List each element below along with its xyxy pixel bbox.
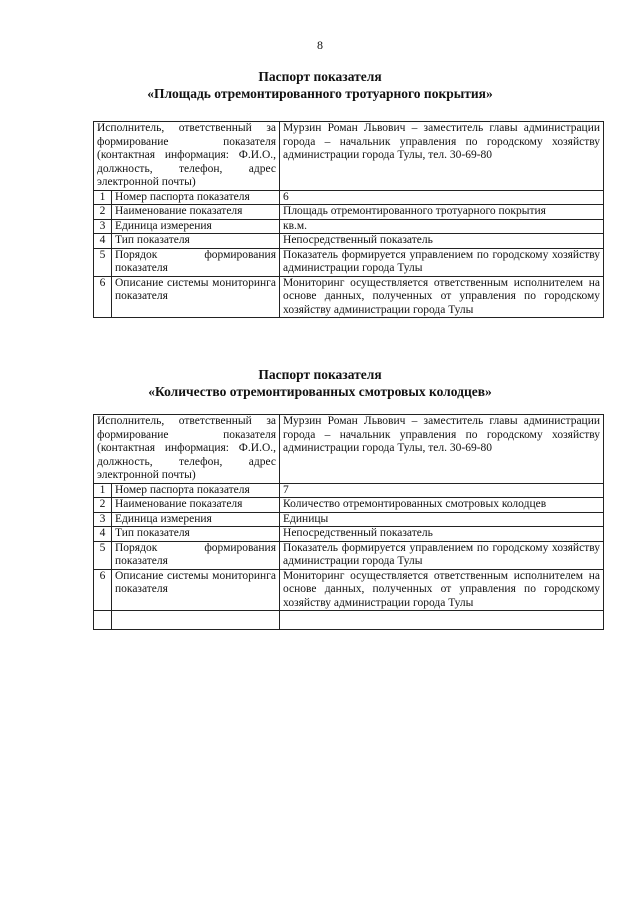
row-value: Мониторинг осуществляется ответственным исполнителем на основе данных, полученных от управления по городскому хозяйству администрации города Тулы	[280, 276, 604, 318]
page-number: 8	[317, 38, 323, 52]
row-number: 2	[94, 205, 112, 220]
table-bottom-spacer	[94, 611, 604, 630]
row-label: Единица измерения	[112, 219, 280, 234]
executor-row	[94, 415, 604, 484]
row-label: Описание системы мониторинга показателя	[112, 276, 280, 318]
table-row	[94, 541, 604, 569]
table-row	[94, 248, 604, 276]
row-label: Описание системы мониторинга показателя	[112, 569, 280, 611]
row-value: 6	[280, 190, 604, 205]
table-row	[94, 205, 604, 220]
passport-title-line2: «Количество отремонтированных смотровых колодцев»	[148, 384, 492, 399]
executor-row	[94, 122, 604, 191]
row-value: Непосредственный показатель	[280, 527, 604, 542]
table-row	[94, 234, 604, 249]
table-row	[94, 498, 604, 513]
table-row	[94, 276, 604, 318]
passport-title-line2: «Площадь отремонтированного тротуарного покрытия»	[147, 86, 493, 101]
passport-table-1	[93, 121, 604, 318]
row-value: Показатель формируется управлением по городскому хозяйству администрации города Тулы	[280, 541, 604, 569]
table-row	[94, 190, 604, 205]
row-number: 5	[94, 541, 112, 569]
passport-title-1	[0, 68, 640, 102]
row-number: 6	[94, 276, 112, 318]
row-label: Порядок формирования показателя	[112, 541, 280, 569]
passport-title-line1: Паспорт показателя	[258, 69, 382, 84]
row-number: 1	[94, 190, 112, 205]
table-row	[94, 512, 604, 527]
table-row	[94, 483, 604, 498]
row-value: 7	[280, 483, 604, 498]
row-value: Площадь отремонтированного тротуарного покрытия	[280, 205, 604, 220]
table-row	[94, 569, 604, 611]
row-number: 1	[94, 483, 112, 498]
row-number: 6	[94, 569, 112, 611]
table-row	[94, 219, 604, 234]
row-label: Тип показателя	[112, 234, 280, 249]
row-number: 5	[94, 248, 112, 276]
row-label: Номер паспорта показателя	[112, 483, 280, 498]
executor-label: Исполнитель, ответственный за формирование показателя (контактная информация: Ф.И.О., должность, телефон, адрес электронной почты)	[94, 415, 280, 484]
row-value: Количество отремонтированных смотровых колодцев	[280, 498, 604, 513]
row-label: Порядок формирования показателя	[112, 248, 280, 276]
executor-value: Мурзин Роман Львович – заместитель главы администрации города – начальник управления по городскому хозяйству администрации города Тулы, тел. 30-69-80	[280, 122, 604, 191]
row-label: Тип показателя	[112, 527, 280, 542]
row-label: Наименование показателя	[112, 205, 280, 220]
passport-title-line1: Паспорт показателя	[258, 367, 382, 382]
passport-title-2	[0, 366, 640, 400]
row-value: Мониторинг осуществляется ответственным исполнителем на основе данных, полученных от управления по городскому хозяйству администрации города Тулы	[280, 569, 604, 611]
executor-label: Исполнитель, ответственный за формирование показателя (контактная информация: Ф.И.О., должность, телефон, адрес электронной почты)	[94, 122, 280, 191]
row-number: 2	[94, 498, 112, 513]
table-row	[94, 527, 604, 542]
row-number: 4	[94, 527, 112, 542]
row-value: Единицы	[280, 512, 604, 527]
row-label: Наименование показателя	[112, 498, 280, 513]
passport-table-2	[93, 414, 604, 630]
row-number: 3	[94, 219, 112, 234]
row-label: Номер паспорта показателя	[112, 190, 280, 205]
row-number: 3	[94, 512, 112, 527]
row-label: Единица измерения	[112, 512, 280, 527]
row-number: 4	[94, 234, 112, 249]
row-value: Непосредственный показатель	[280, 234, 604, 249]
row-value: кв.м.	[280, 219, 604, 234]
row-value: Показатель формируется управлением по городскому хозяйству администрации города Тулы	[280, 248, 604, 276]
executor-value: Мурзин Роман Львович – заместитель главы администрации города – начальник управления по городскому хозяйству администрации города Тулы, тел. 30-69-80	[280, 415, 604, 484]
